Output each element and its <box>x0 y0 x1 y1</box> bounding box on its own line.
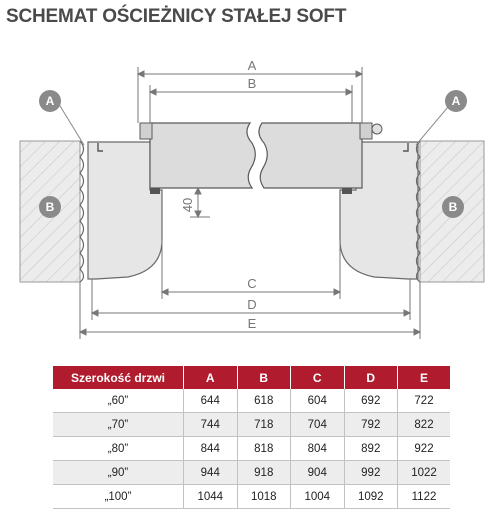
table-cell: 944 <box>184 461 238 485</box>
hinge-knob <box>372 124 382 134</box>
column-header-c: C <box>291 366 345 389</box>
callout-b-right-label: B <box>448 200 458 214</box>
table-cell: 792 <box>344 413 398 437</box>
table-row <box>53 485 450 509</box>
table-cell: 718 <box>237 413 291 437</box>
table-cell: 922 <box>398 437 451 461</box>
column-header-e: E <box>398 366 451 389</box>
foam-left <box>80 141 84 282</box>
table-cell: 644 <box>184 389 238 413</box>
table-cell: „60” <box>53 389 184 413</box>
dimension-label-d: D <box>247 297 257 312</box>
table-cell: 822 <box>398 413 451 437</box>
table-row <box>53 413 450 437</box>
table-cell: 918 <box>237 461 291 485</box>
door-leaf-left <box>150 123 255 188</box>
table-cell: „80” <box>53 437 184 461</box>
column-header-b: B <box>237 366 291 389</box>
dimension-label-e: E <box>247 316 257 331</box>
table-header-row <box>53 366 450 389</box>
table-cell: 818 <box>237 437 291 461</box>
table-cell: 1022 <box>398 461 451 485</box>
dimension-label-c: C <box>247 276 257 291</box>
table-cell: 692 <box>344 389 398 413</box>
table-cell: 604 <box>291 389 345 413</box>
table-cell: 992 <box>344 461 398 485</box>
seal-right <box>342 188 352 194</box>
table-cell: 1092 <box>344 485 398 509</box>
dimension-label-a: A <box>247 58 257 73</box>
column-header-a: A <box>184 366 238 389</box>
callout-a-left-label: A <box>45 94 55 108</box>
table-cell: 704 <box>291 413 345 437</box>
table-cell: 844 <box>184 437 238 461</box>
table-cell: „70” <box>53 413 184 437</box>
table-row <box>53 437 450 461</box>
table-row <box>53 461 450 485</box>
page-title: SCHEMAT OŚCIEŻNICY STAŁEJ SOFT <box>6 6 347 27</box>
table-cell: 804 <box>291 437 345 461</box>
table-row <box>53 389 450 413</box>
table-cell: 1004 <box>291 485 345 509</box>
door-frame-diagram <box>0 45 501 345</box>
table-cell: 1044 <box>184 485 238 509</box>
door-leaf-right <box>259 123 362 188</box>
table-cell: 1018 <box>237 485 291 509</box>
table-cell: 904 <box>291 461 345 485</box>
column-header-door-width: Szerokość drzwi <box>53 366 184 389</box>
table-cell: 744 <box>184 413 238 437</box>
callout-b-left-label: B <box>45 200 55 214</box>
dimension-label-depth: 40 <box>180 197 195 213</box>
seal-left <box>150 188 160 194</box>
callout-a-right-label: A <box>451 94 461 108</box>
table-cell: 892 <box>344 437 398 461</box>
hinge-strip-right <box>360 123 372 139</box>
table-cell: 722 <box>398 389 451 413</box>
dimension-label-b: B <box>247 76 257 91</box>
table-cell: 1122 <box>398 485 451 509</box>
table-cell: „100” <box>53 485 184 509</box>
table-cell: „90” <box>53 461 184 485</box>
hinge-strip-left <box>140 123 152 139</box>
column-header-d: D <box>344 366 398 389</box>
table-cell: 618 <box>237 389 291 413</box>
dimensions-table <box>53 366 450 509</box>
